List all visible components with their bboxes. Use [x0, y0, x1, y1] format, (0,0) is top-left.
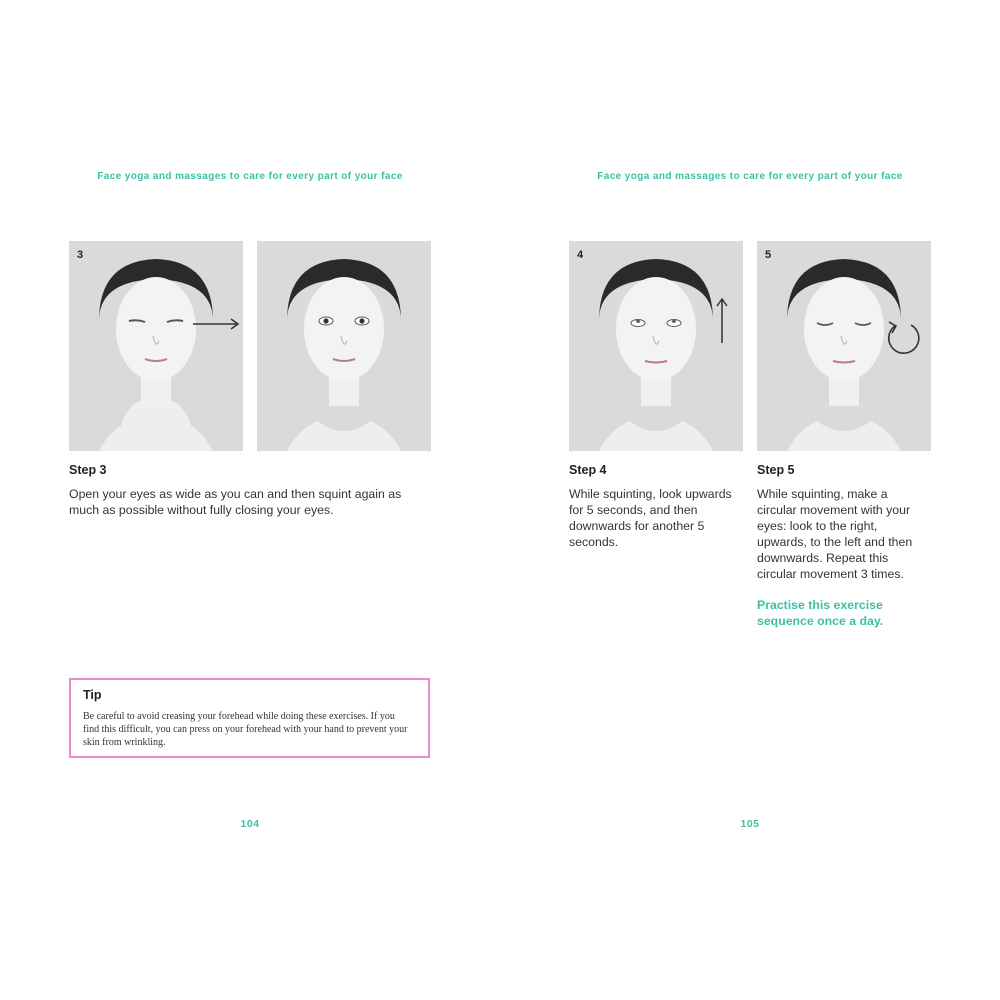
arrow-up-icon [715, 297, 729, 345]
step-title: Step 3 [69, 463, 107, 477]
arrow-right-icon [191, 317, 241, 331]
photo-step3-squint [69, 241, 243, 451]
tip-title: Tip [83, 688, 102, 702]
step5-body: While squinting, make a circular movement with your eyes: look to the right, upwards, to the left and then downwards. Repeat this circular movement 3 times. [757, 487, 913, 581]
step-body: Open your eyes as wide as you can and then squint again as much as possible without fully closing your eyes. [69, 487, 402, 517]
circular-arrow-icon [883, 317, 925, 359]
photo-step-number: 3 [77, 249, 84, 261]
tip-body: Be careful to avoid creasing your forehead while doing these exercises. If you find this difficult, you can press on your forehead with your hand to prevent your skin from wrinkling. [83, 711, 408, 748]
page-number: 105 [740, 818, 760, 830]
running-head: Face yoga and massages to care for every part of your face [97, 171, 403, 182]
face-illustration [569, 241, 743, 451]
step4-body: While squinting, look upwards for 5 seconds, and then downwards for another 5 seconds. [569, 487, 732, 549]
face-illustration [257, 241, 431, 451]
running-head: Face yoga and massages to care for every part of your face [597, 171, 903, 182]
photo-step3-wide-eyes [257, 241, 431, 451]
photo-step4 [569, 241, 743, 451]
tip-box [69, 678, 430, 758]
photo-step5 [757, 241, 931, 451]
right-page [500, 0, 1000, 1000]
face-illustration [69, 241, 243, 451]
step4-title: Step 4 [569, 463, 607, 477]
step5-highlight: Practise this exercise sequence once a day. [757, 598, 884, 628]
page-number: 104 [240, 818, 260, 830]
photo-step-number: 5 [765, 249, 772, 261]
step5-title: Step 5 [757, 463, 795, 477]
photo-step-number: 4 [577, 249, 584, 261]
